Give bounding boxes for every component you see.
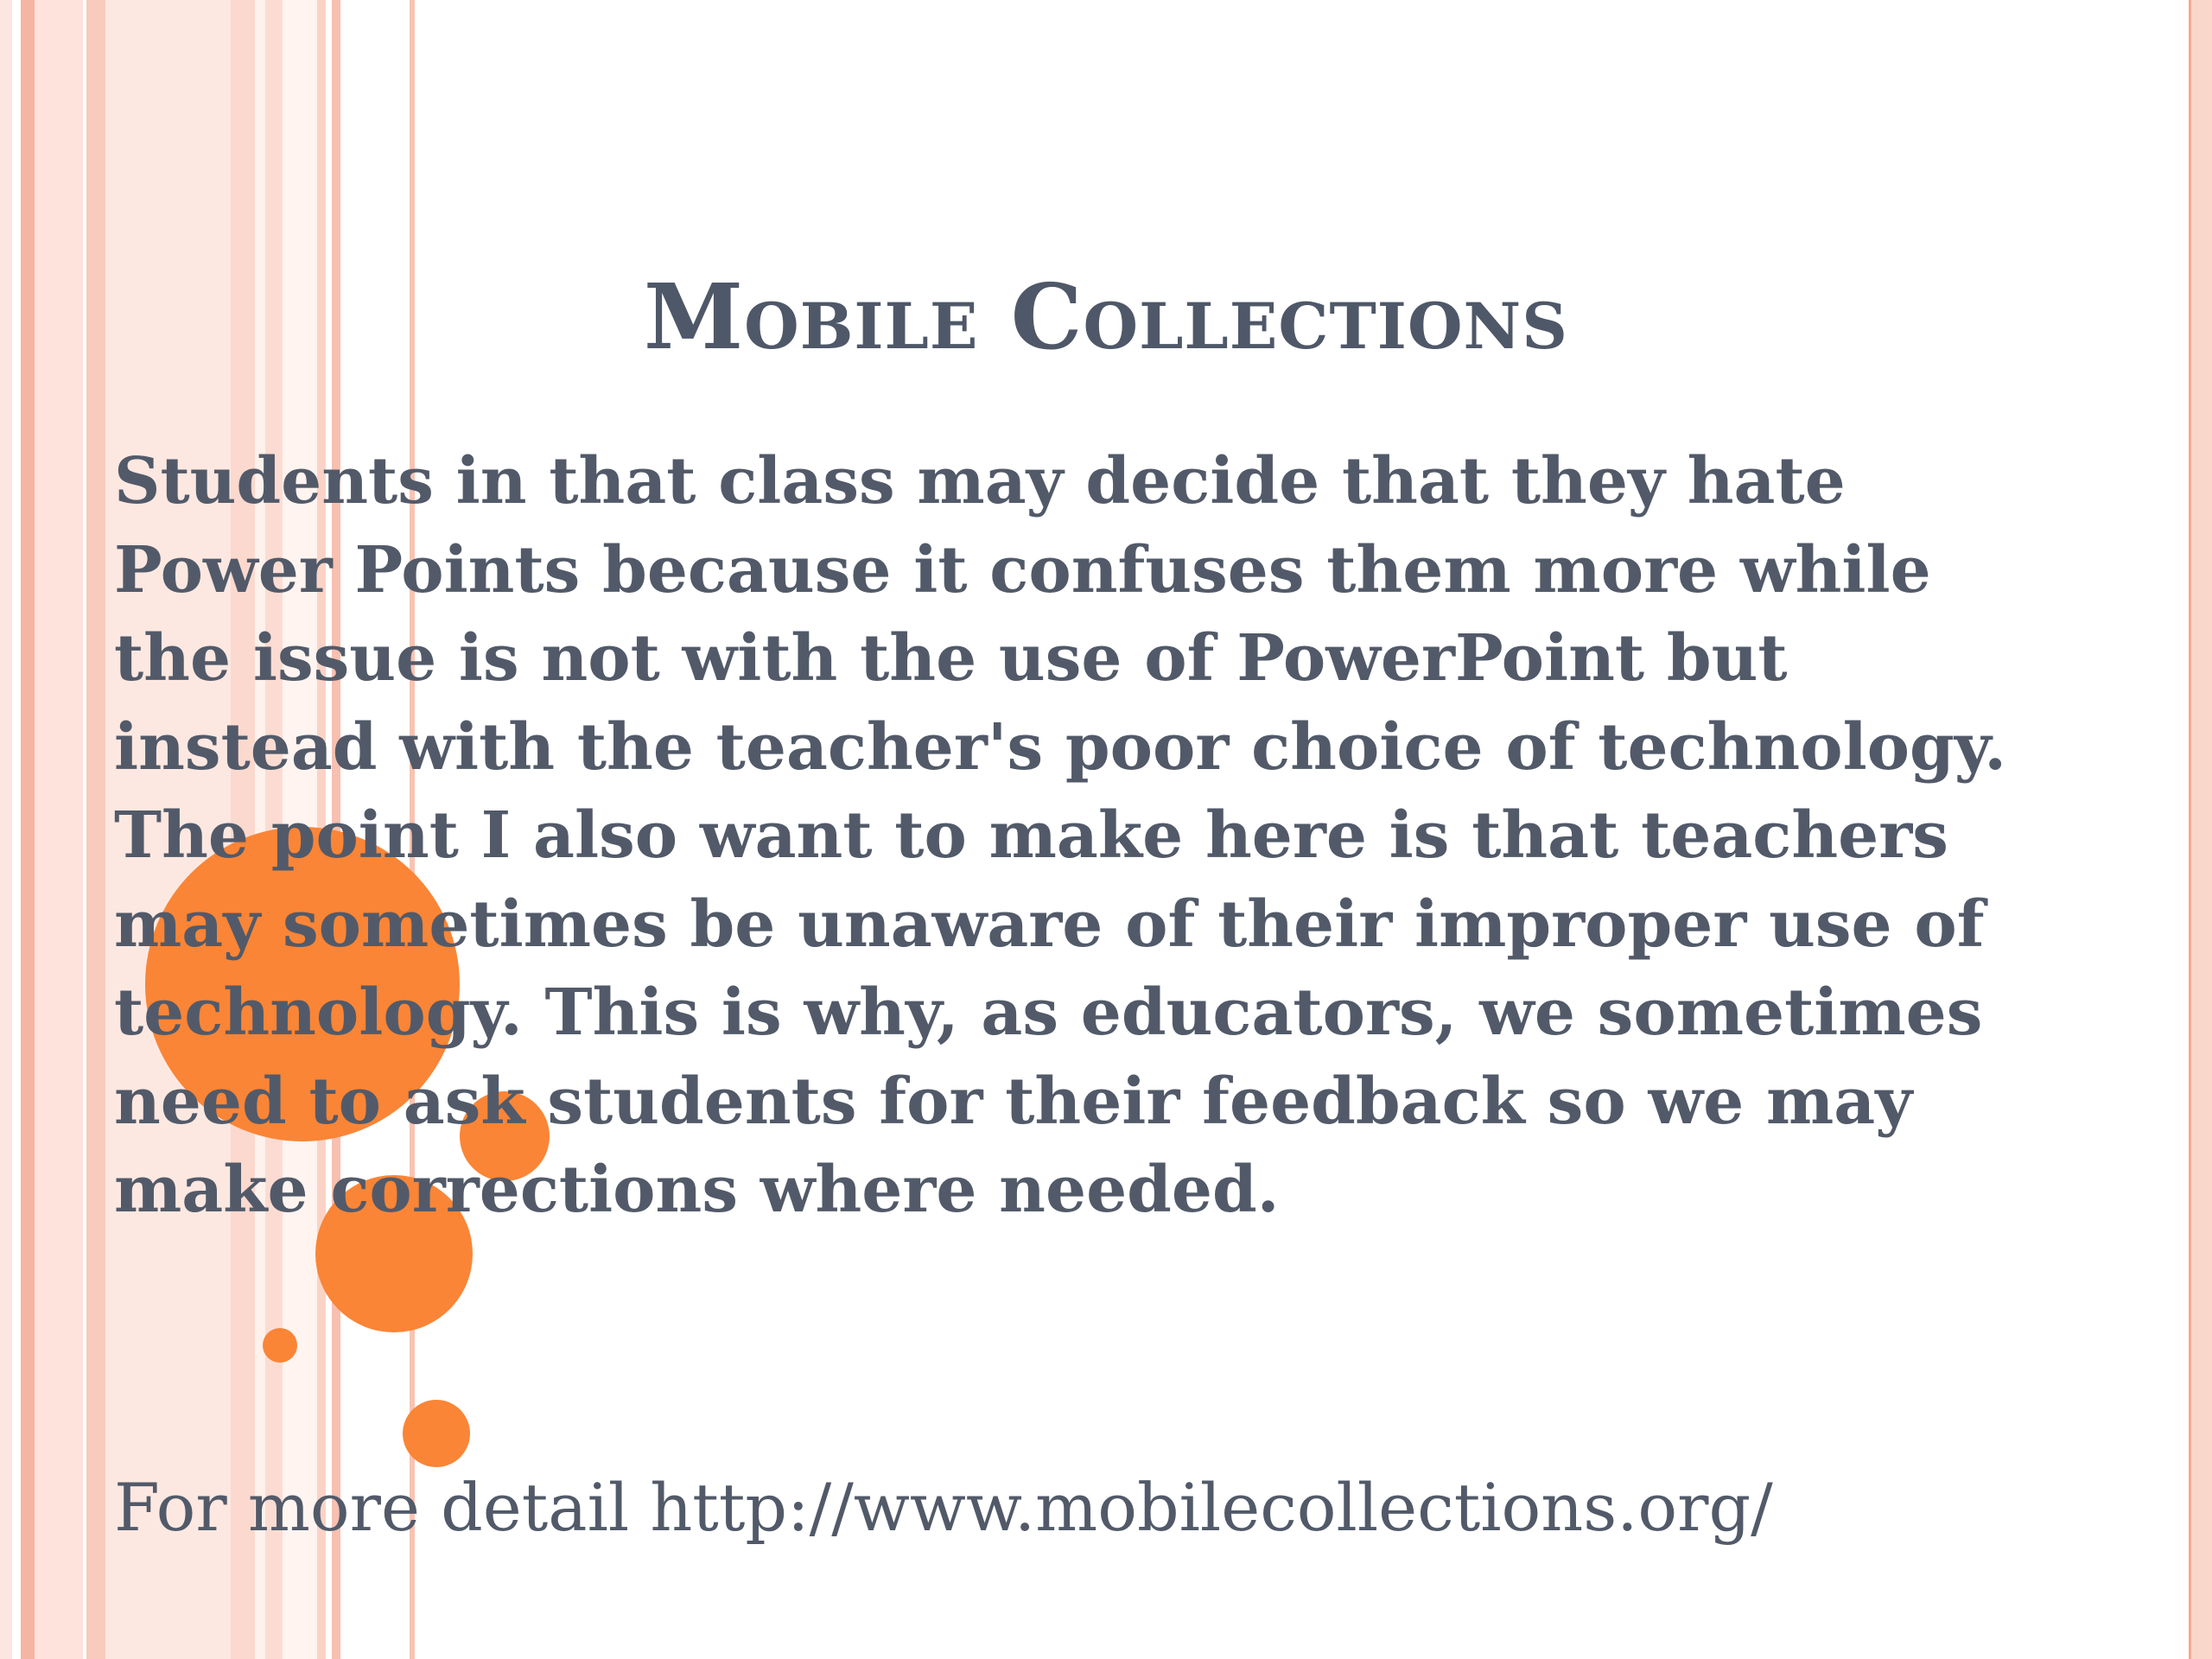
decorative-circle-tiny bbox=[263, 1328, 297, 1363]
decorative-stripe bbox=[86, 0, 105, 1659]
body-line: technology. This is why, as educators, we sometimes bbox=[114, 976, 1983, 1050]
decorative-circle-small bbox=[403, 1400, 470, 1467]
body-line: make corrections where needed. bbox=[114, 1153, 1280, 1227]
body-line: The point I also want to make here is that teachers bbox=[114, 798, 1948, 873]
body-line: the issue is not with the use of PowerPoint but bbox=[114, 621, 1788, 696]
body-line: instead with the teacher's poor choice of technology. bbox=[114, 709, 2007, 785]
slide-body bbox=[114, 437, 2153, 1235]
body-line: Students in that class may decide that they hate bbox=[114, 444, 1846, 518]
footer-link-text: For more detail http://www.mobilecollections.org/ bbox=[114, 1469, 1773, 1546]
body-line: Power Points because it confuses them more while bbox=[114, 532, 1931, 607]
body-line: may sometimes be unaware of their improper use of bbox=[114, 887, 1985, 962]
decorative-stripe-right bbox=[2189, 0, 2212, 1659]
slide-title: Mobile Collections bbox=[643, 264, 1568, 370]
decorative-stripe bbox=[35, 0, 83, 1659]
decorative-stripe bbox=[21, 0, 35, 1659]
body-line: need to ask students for their feedback so we may bbox=[114, 1064, 1913, 1139]
decorative-stripe bbox=[0, 0, 12, 1659]
decorative-stripe-right-edge bbox=[2189, 0, 2191, 1659]
